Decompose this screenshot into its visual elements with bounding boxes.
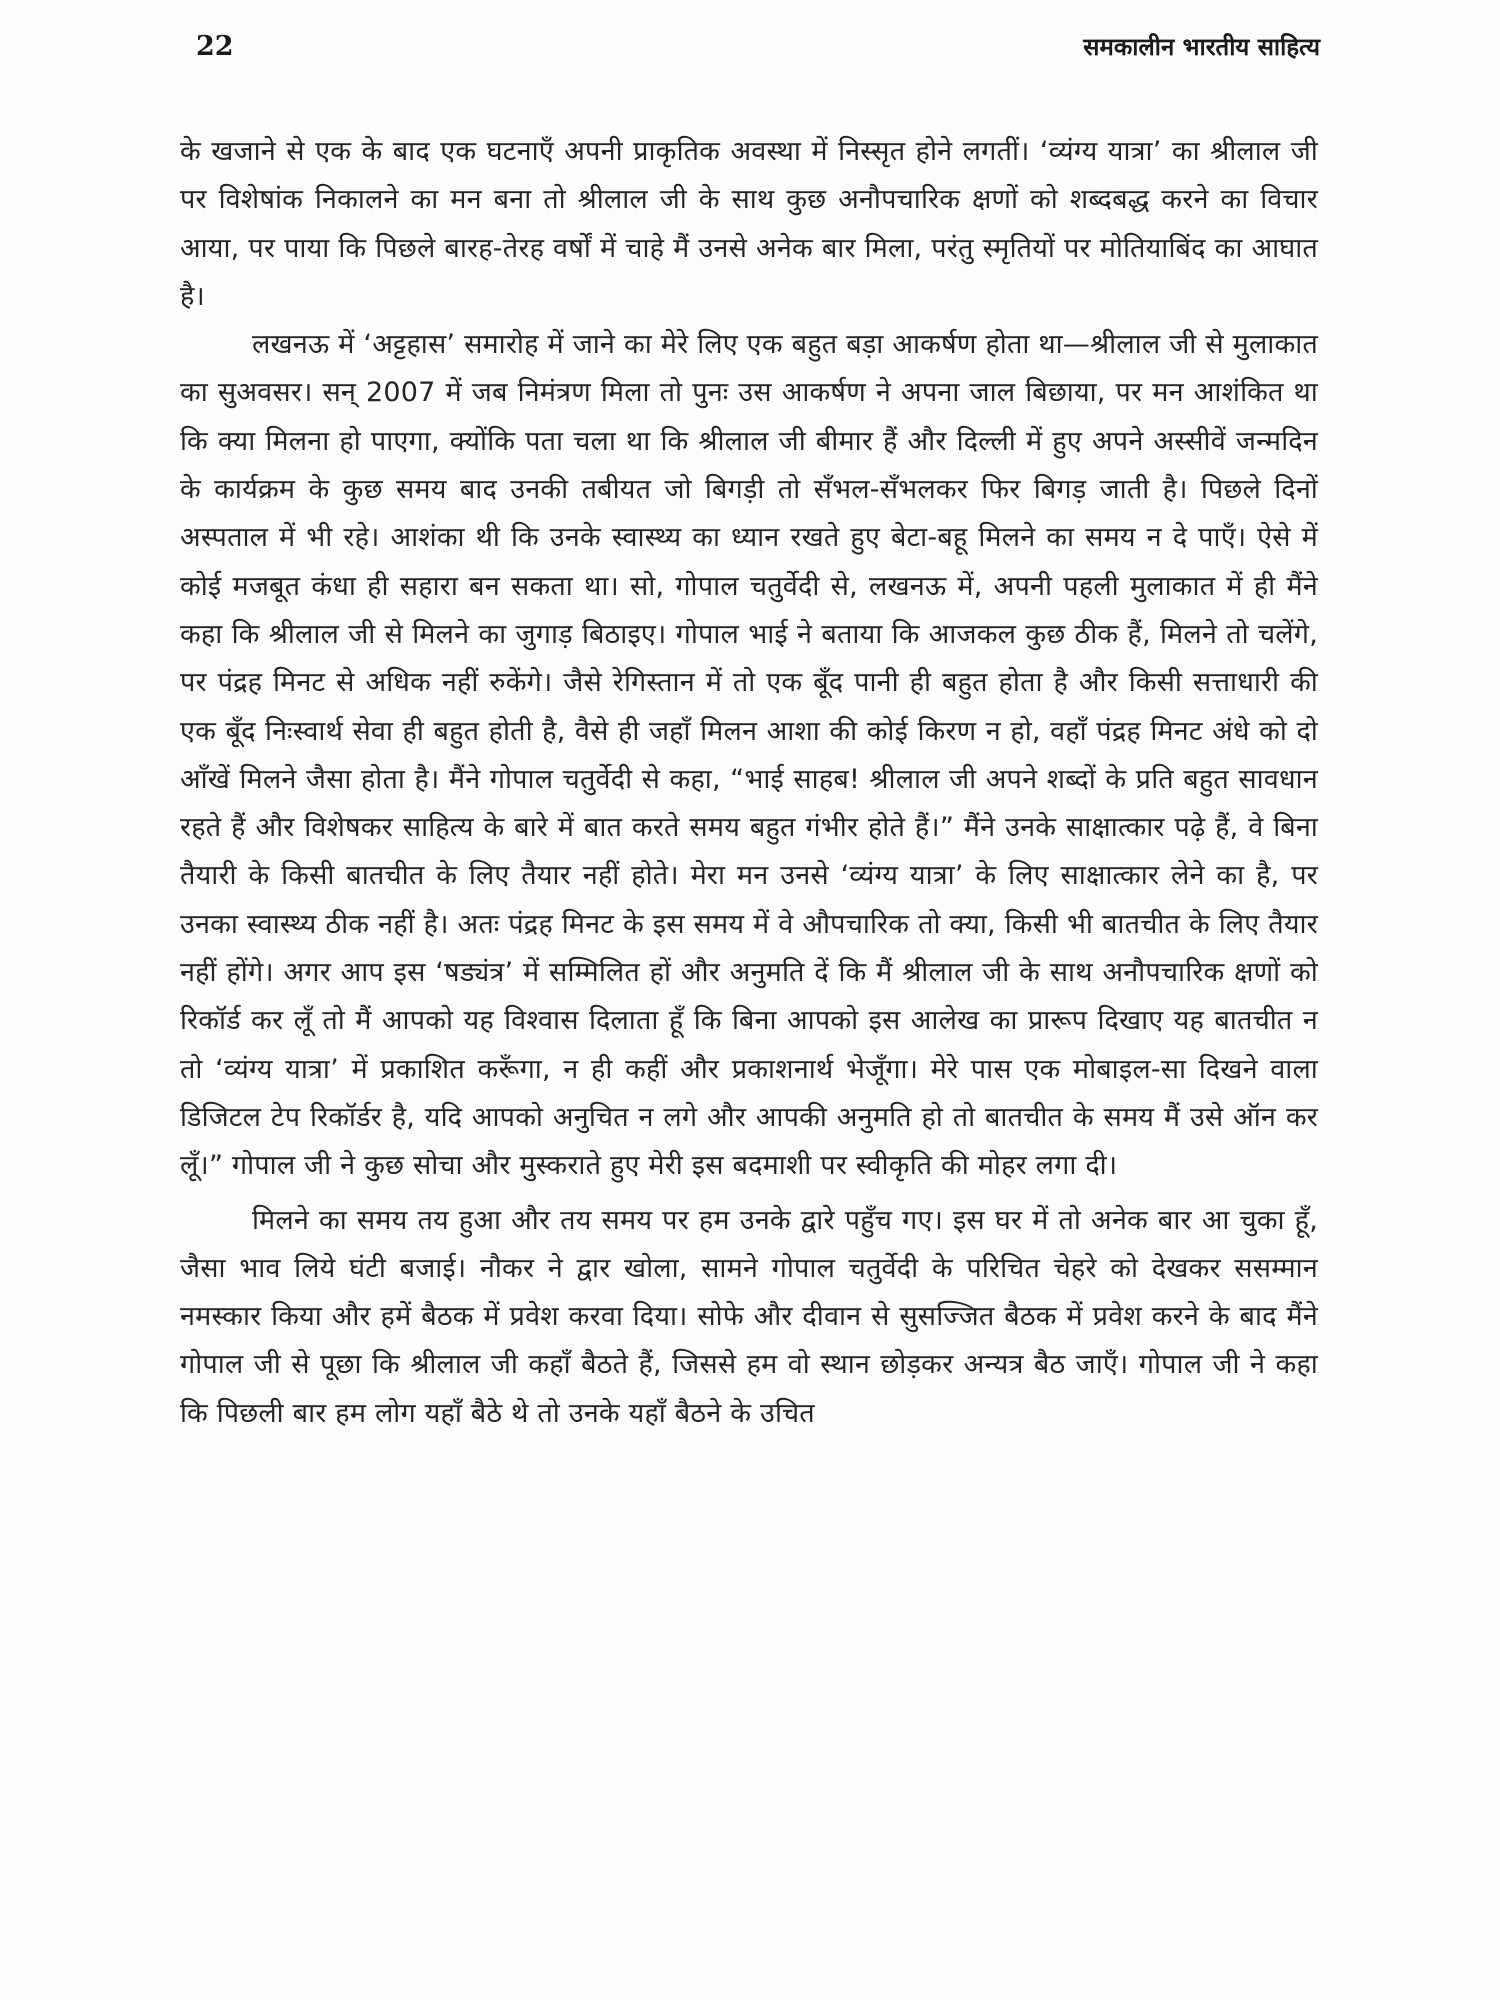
paragraph-lucknow-visit: लखनऊ में ‘अट्टहास’ समारोह में जाने का मेरे लिए एक बहुत बड़ा आकर्षण होता था—श्रीलाल जी से मुलाकात का सुअवसर। सन् 2007 में जब निमंत्रण मिला तो पुनः उस आकर्षण ने अपना जाल बिछाया, पर मन आशंकित था कि क्या मिलना हो पाएगा, क्योंकि पता चला था कि श्रीलाल जी बीमार हैं और दिल्ली में हुए अपने अस्सीवें जन्मदिन के कार्यक्रम के कुछ समय बाद उनकी तबीयत जो बिगड़ी तो सँभल-सँभलकर फिर बिगड़ जाती है। पिछले दिनों अस्पताल में भी रहे। आशंका थी कि उनके स्वास्थ्य का ध्यान रखते हुए बेटा-बहू मिलने का समय न दे पाएँ। ऐसे में कोई मजबूत कंधा ही सहारा बन सकता था। सो, गोपाल चतुर्वेदी से, लखनऊ में, अपनी पहली मुलाकात में ही मैंने कहा कि श्रीलाल जी से मिलने का जुगाड़ बिठाइए। गोपाल भाई ने बताया कि आजकल कुछ ठीक हैं, मिलने तो चलेंगे, पर पंद्रह मिनट से अधिक नहीं रुकेंगे। जैसे रेगिस्तान में तो एक बूँद पानी ही बहुत होता है और किसी सत्ताधारी की एक बूँद निःस्वार्थ सेवा ही बहुत होती है, वैसे ही जहाँ मिलन आशा की कोई किरण न हो, वहाँ पंद्रह मिनट अंधे को दो आँखें मिलने जैसा होता है। मैंने गोपाल चतुर्वेदी से कहा, “भाई साहब! श्रीलाल जी अपने शब्दों के प्रति बहुत सावधान रहते हैं और विशेषकर साहित्य के बारे में बात करते समय बहुत गंभीर होते हैं।” मैंने उनके साक्षात्कार पढ़े हैं, वे बिना तैयारी के किसी बातचीत के लिए तैयार नहीं होते। मेरा मन उनसे ‘व्यंग्य यात्रा’ के लिए साक्षात्कार लेने का है, पर उनका स्वास्थ्य ठीक नहीं है। अतः पंद्रह मिनट के इस समय में वे औपचारिक तो क्या, किसी भी बातचीत के लिए तैयार नहीं होंगे। अगर आप इस ‘षड्यंत्र’ में सम्मिलित हों और अनुमति दें कि मैं श्रीलाल जी के साथ अनौपचारिक क्षणों को रिकॉर्ड कर लूँ तो मैं आपको यह विश्वास दिलाता हूँ कि बिना आपको इस आलेख का प्रारूप दिखाए यह बातचीत न तो ‘व्यंग्य यात्रा’ में प्रकाशित करूँगा, न ही कहीं और प्रकाशनार्थ भेजूँगा। मेरे पास एक मोबाइल-सा दिखने वाला डिजिटल टेप रिकॉर्डर है, यदि आपको अनुचित न लगे और आपकी अनुमति हो तो बातचीत के समय मैं उसे ऑन कर लूँ।” गोपाल जी ने कुछ सोचा और मुस्कराते हुए मेरी इस बदमाशी पर स्वीकृति की मोहर लगा दी। xyxy=(180,329,1318,1182)
page-header xyxy=(196,30,1320,80)
body-text xyxy=(180,128,1318,1438)
paragraph-meeting-arrival: मिलने का समय तय हुआ और तय समय पर हम उनके द्वारे पहुँच गए। इस घर में तो अनेक बार आ चुका हूँ, जैसा भाव लिये घंटी बजाई। नौकर ने द्वार खोला, सामने गोपाल चतुर्वेदी के परिचित चेहरे को देखकर ससम्मान नमस्कार किया और हमें बैठक में प्रवेश करवा दिया। सोफे और दीवान से सुसज्जित बैठक में प्रवेश करने के बाद मैंने गोपाल जी से पूछा कि श्रीलाल जी कहाँ बैठते हैं, जिससे हम वो स्थान छोड़कर अन्यत्र बैठ जाएँ। गोपाल जी ने कहा कि पिछली बार हम लोग यहाँ बैठे थे तो उनके यहाँ बैठने के उचित xyxy=(180,1204,1318,1429)
running-title: समकालीन भारतीय साहित्य xyxy=(1083,33,1320,61)
paragraph-continuation: के खजाने से एक के बाद एक घटनाएँ अपनी प्राकृतिक अवस्था में निस्सृत होने लगतीं। ‘व्यंग्य यात्रा’ का श्रीलाल जी पर विशेषांक निकालने का मन बना तो श्रीलाल जी के साथ कुछ अनौपचारिक क्षणों को शब्दबद्ध करने का विचार आया, पर पाया कि पिछले बारह-तेरह वर्षों में चाहे मैं उनसे अनेक बार मिला, परंतु स्मृतियों पर मोतियाबिंद का आघात है। xyxy=(180,136,1318,312)
page-number: 22 xyxy=(196,31,234,62)
